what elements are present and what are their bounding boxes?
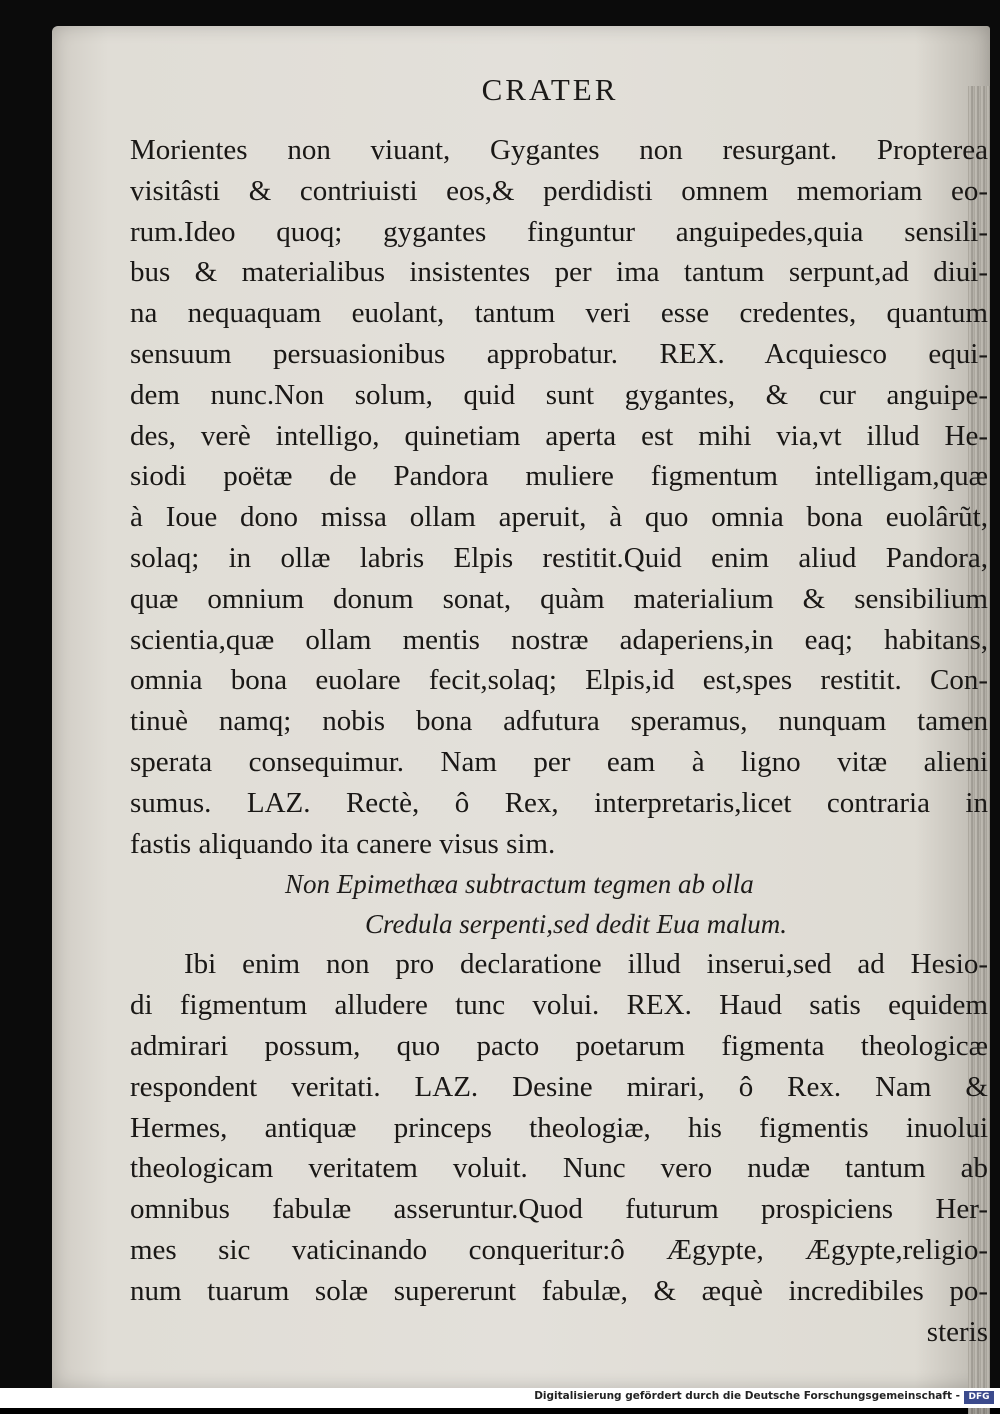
text-line: dem nunc.Non solum, quid sunt gygantes, & cur anguipe-	[130, 378, 988, 411]
text-line: Ibi enim non pro declaratione illud inserui,sed ad Hesio-	[184, 948, 988, 981]
text-line: à Ioue dono missa ollam aperuit, à quo omnia bona euolârũt,	[130, 501, 988, 534]
text-line: Morientes non viuant, Gygantes non resurgant. Propterea	[130, 134, 988, 166]
text-line: di figmentum alludere tunc volui. REX. Haud satis equidem	[130, 989, 988, 1022]
text-line: tinuè namq; nobis bona adfutura speramus, nunquam tamen	[130, 705, 988, 738]
body-text	[130, 130, 988, 1352]
verse-line: Credula serpenti,sed dedit Eua malum.	[365, 909, 787, 940]
text-line: admirari possum, quo pacto poetarum figmenta theologicæ	[130, 1029, 988, 1062]
text-line: mes sic vaticinando conqueritur:ô Ægypte, Ægypte,religio-	[130, 1233, 988, 1266]
dfg-logo: DFG	[964, 1391, 994, 1404]
text-line: omnibus fabulæ asseruntur.Quod futurum prospiciens Her-	[130, 1193, 988, 1226]
text-line: sumus. LAZ. Rectè, ô Rex, interpretaris,licet contraria in	[130, 786, 988, 819]
text-line: siodi poëtæ de Pandora muliere figmentum intelligam,quæ	[130, 460, 988, 493]
running-head: CRATER	[481, 72, 619, 107]
footer-bar	[0, 1388, 1000, 1408]
text-line: des, verè intelligo, quinetiam aperta est mihi via,vt illud He-	[130, 419, 988, 452]
text-line: quæ omnium donum sonat, quàm materialium & sensibilium	[130, 582, 988, 615]
text-line: theologicam veritatem voluit. Nunc vero nudæ tantum ab	[130, 1152, 988, 1185]
text-line: na nequaquam euolant, tantum veri esse credentes, quantum	[130, 297, 988, 330]
text-line: scientia,quæ ollam mentis nostræ adaperiens,in eaq; habitans,	[130, 623, 988, 656]
text-line: rum.Ideo quoq; gygantes finguntur anguipedes,quia sensili-	[130, 215, 988, 248]
text-line: Hermes, antiquæ princeps theologiæ, his figmentis inuolui	[130, 1111, 988, 1144]
text-line: sensuum persuasionibus approbatur. REX. Acquiesco equi-	[130, 337, 988, 370]
text-line: fastis aliquando ita canere visus sim.	[130, 827, 556, 860]
text-line: bus & materialibus insistentes per ima tantum serpunt,ad diui-	[130, 256, 988, 289]
text-line: visitâsti & contriuisti eos,& perdidisti omnem memoriam eo-	[130, 174, 988, 207]
text-line: omnia bona euolare fecit,solaq; Elpis,id est,spes restitit. Con-	[130, 664, 988, 697]
text-line: respondent veritati. LAZ. Desine mirari, ô Rex. Nam &	[130, 1070, 988, 1103]
text-line: num tuarum solæ supererunt fabulæ, & æquè incredibiles po-	[130, 1274, 988, 1307]
text-line: solaq; in ollæ labris Elpis restitit.Quid enim aliud Pandora,	[130, 541, 988, 574]
catchword: steris	[926, 1315, 988, 1348]
text-line: sperata consequimur. Nam per eam à ligno vitæ alieni	[130, 745, 988, 778]
funding-credit: Digitalisierung gefördert durch die Deutsche Forschungsgemeinschaft -	[534, 1390, 960, 1402]
verse-line: Non Epimethæa subtractum tegmen ab olla	[285, 869, 754, 900]
